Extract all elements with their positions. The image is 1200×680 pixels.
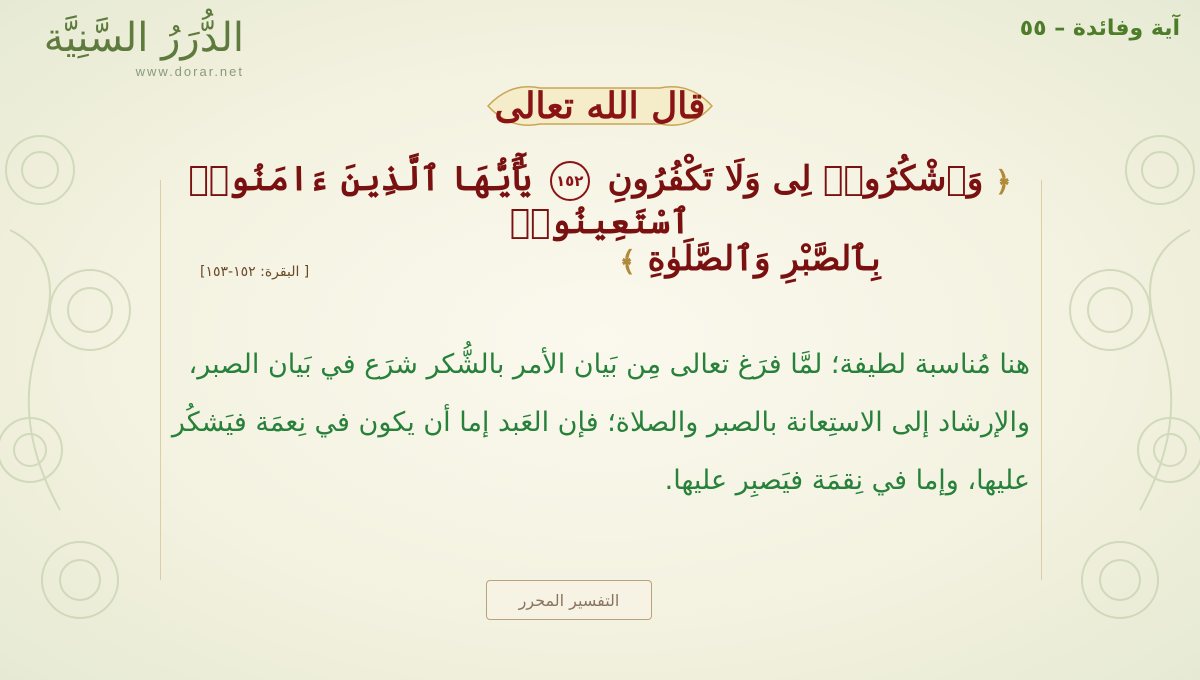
brand-logo[interactable] (14, 14, 244, 79)
right-floral-ornament (1060, 90, 1200, 650)
heading-title: قال الله تعالى (494, 85, 706, 127)
verse-text-line2: بِٱلصَّبْرِ وَٱلصَّلَوٰةِ (647, 239, 881, 279)
brand-name: الدُّرَرُ السَّنِيَّة (43, 15, 244, 61)
left-floral-ornament (0, 90, 140, 650)
verse-number: ١٥٢ (550, 161, 590, 201)
verse-line-2 (470, 238, 1030, 279)
verse-text-part2: يَٰٓأَيُّهَا ٱلَّذِينَ ءَامَنُوا۟ ٱسْتَعِينُوا۟ (188, 159, 691, 242)
series-label: آية وفائدة – ٥٥ (1019, 16, 1180, 41)
verse-bracket-open-icon: ﴿ (995, 164, 1012, 198)
verse-text-part1: وَٱشْكُرُوا۟ لِى وَلَا تَكْفُرُونِ (607, 159, 984, 199)
verse-bracket-close-icon: ﴾ (619, 244, 636, 278)
verse-line-1 (120, 158, 1080, 242)
brand-url: www.dorar.net (135, 64, 244, 79)
heading-banner (480, 78, 720, 134)
benefit-text: هنا مُناسبة لطيفة؛ لمَّا فرَغ تعالى مِن بَيان الأمر بالشُّكر شرَع في بَيان الصبر، والإرشاد إلى الاستِعانة بالصبر والصلاة؛ فإن العَبد إما أن يكون في نِعمَة فيَشكُر عليها، وإما في نِقمَة فيَصبِر عليها. (171, 349, 1030, 496)
verse-reference: [ البقرة: ١٥٢-١٥٣] (200, 264, 310, 280)
source-button[interactable]: التفسير المحرر (486, 580, 652, 620)
